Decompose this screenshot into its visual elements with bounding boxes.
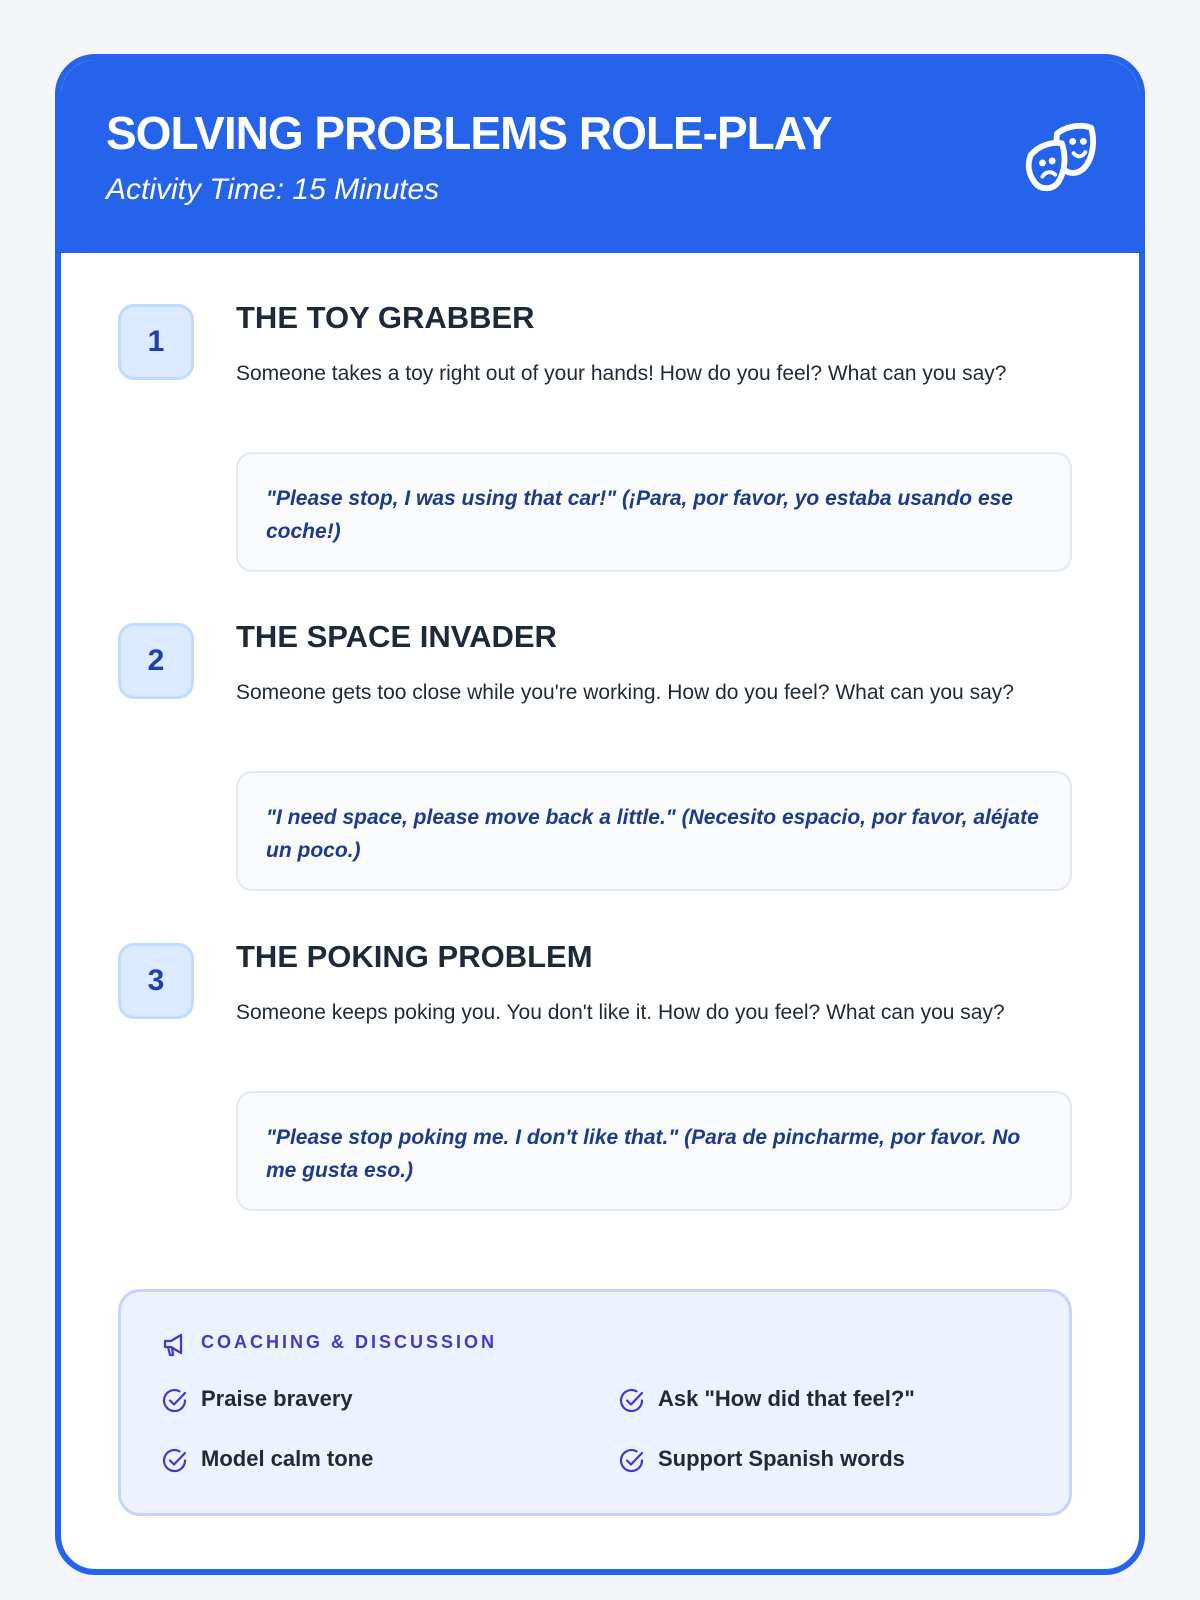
step-number: 2 (118, 623, 194, 699)
example-quote: "I need space, please move back a little." (Necesito espacio, por favor, aléjate un poco.) (236, 771, 1072, 891)
coaching-tip-label: Model calm tone (201, 1446, 374, 1471)
check-circle-icon (161, 1447, 189, 1475)
activity-time: Activity Time: 15 Minutes (106, 173, 440, 206)
scenario-description: Someone keeps poking you. You don't like it. How do you feel? What can you say? (236, 1001, 1005, 1024)
scenario-description: Someone takes a toy right out of your hands! How do you feel? What can you say? (236, 362, 1007, 385)
check-circle-icon (618, 1387, 646, 1415)
example-quote: "Please stop poking me. I don't like that." (Para de pincharme, por favor. No me gusta eso.) (236, 1091, 1072, 1211)
coaching-tip-label: Praise bravery (201, 1386, 353, 1411)
check-circle-icon (161, 1387, 189, 1415)
coaching-tip-label: Ask "How did that feel?" (658, 1386, 915, 1411)
step-number: 3 (118, 943, 194, 1019)
coaching-panel (118, 1289, 1072, 1516)
scenario-title: THE POKING PROBLEM (236, 939, 593, 974)
scenario-description: Someone gets too close while you're working. How do you feel? What can you say? (236, 681, 1014, 704)
activity-card (55, 54, 1145, 1575)
theater-masks-icon (1021, 120, 1099, 198)
coaching-heading: COACHING & DISCUSSION (201, 1332, 498, 1352)
coaching-tip-label: Support Spanish words (658, 1446, 905, 1471)
example-quote: "Please stop, I was using that car!" (¡Para, por favor, yo estaba usando ese coche!) (236, 452, 1072, 572)
check-circle-icon (618, 1447, 646, 1475)
scenario-title: THE SPACE INVADER (236, 619, 557, 654)
page-title: SOLVING PROBLEMS ROLE-PLAY (106, 107, 832, 159)
megaphone-icon (161, 1332, 187, 1358)
step-number: 1 (118, 304, 194, 380)
scenario-title: THE TOY GRABBER (236, 300, 535, 335)
card-header (61, 60, 1139, 253)
